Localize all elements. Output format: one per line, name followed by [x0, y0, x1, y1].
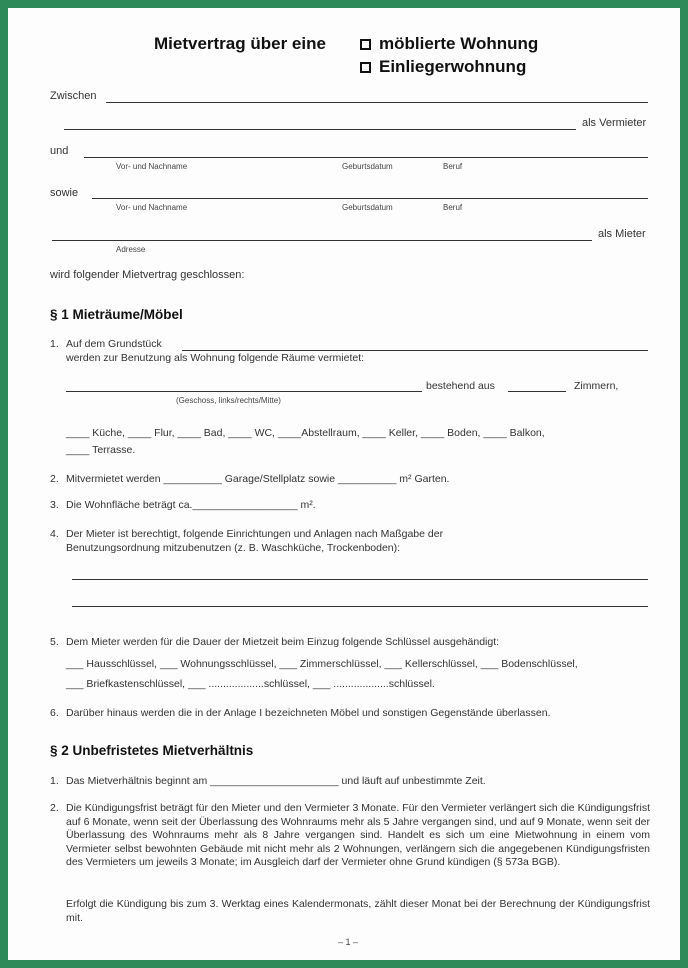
item-number: 2.	[50, 473, 59, 485]
tenant-label: als Mieter	[598, 228, 646, 240]
tenant2-line[interactable]	[92, 198, 648, 199]
keys-line-1: ___ Hausschlüssel, ___ Wohnungsschlüssel, ___ Zimmerschlüssel, ___ Kellerschlüssel, ___ Bodenschlüssel,	[66, 658, 578, 670]
landlord-line-2[interactable]	[64, 129, 576, 130]
caption-job-1: Beruf	[443, 162, 463, 171]
s1-p1-line2: werden zur Benutzung als Wohnung folgende Räume vermietet:	[66, 352, 365, 364]
s1-p2-text: Mitvermietet werden __________ Garage/Stellplatz sowie __________ m² Garten.	[66, 473, 450, 485]
section1-heading: § 1 Mieträume/Möbel	[50, 307, 183, 322]
item-number: 2.	[50, 802, 59, 814]
shared-facilities-line-2[interactable]	[72, 606, 648, 607]
option-furnished[interactable]: möblierte Wohnung	[360, 34, 538, 54]
closing-text: wird folgender Mietvertrag geschlossen:	[50, 269, 245, 281]
landlord-label: als Vermieter	[582, 117, 647, 129]
item-number: 1.	[50, 775, 59, 787]
checkbox-icon[interactable]	[360, 39, 371, 50]
label-between: Zwischen	[50, 90, 97, 102]
consisting-label: bestehend aus	[426, 380, 495, 392]
tenant1-line[interactable]	[84, 157, 648, 158]
title-prefix: Mietvertrag über eine	[154, 34, 326, 53]
label-and: und	[50, 145, 69, 157]
s1-p4-line1: Der Mieter ist berechtigt, folgende Einrichtungen und Anlagen nach Maßgabe der	[66, 528, 444, 540]
property-line[interactable]	[182, 350, 648, 351]
item-number: 4.	[50, 528, 59, 540]
keys-line-2: ___ Briefkastenschlüssel, ___ ...................schlüssel, ___ ...................schlüssel.	[66, 678, 435, 690]
s1-p6-text: Darüber hinaus werden die in der Anlage I bezeichneten Möbel und sonstigen Gegenstände überlassen.	[66, 707, 551, 719]
room-list: ____ Küche, ____ Flur, ____ Bad, ____ WC, ____Abstellraum, ____ Keller, ____ Boden, ____ Balkon,	[66, 427, 545, 439]
checkbox-icon[interactable]	[360, 62, 371, 73]
caption-floor: (Geschoss, links/rechts/Mitte)	[176, 396, 281, 405]
address-line[interactable]	[52, 240, 592, 241]
caption-name-1: Vor- und Nachname	[116, 162, 188, 171]
landlord-line-1[interactable]	[106, 102, 648, 103]
room-list-2: ____ Terrasse.	[66, 444, 136, 456]
rooms-label: Zimmern,	[574, 380, 619, 392]
floor-line[interactable]	[66, 391, 422, 392]
document-page	[8, 8, 680, 960]
item-number: 5.	[50, 636, 59, 648]
s1-p4-line2: Benutzungsordnung mitzubenutzen (z. B. Waschküche, Trockenboden):	[66, 542, 401, 554]
item-number: 3.	[50, 499, 59, 511]
item-number: 6.	[50, 707, 59, 719]
s1-p1-line1: Auf dem Grundstück	[66, 338, 162, 350]
s2-p1-text: Das Mietverhältnis beginnt am ______________________ und läuft auf unbestimmte Zeit.	[66, 775, 486, 787]
s1-p3-text: Die Wohnfläche beträgt ca.__________________ m².	[66, 499, 316, 511]
section2-heading: § 2 Unbefristetes Mietverhältnis	[50, 743, 254, 758]
item-number: 1.	[50, 338, 59, 350]
s2-p2-text: Die Kündigungsfrist beträgt für den Mieter und den Vermieter 3 Monate. Für den Vermieter verlängert sich die Kündigungsfrist auf 6 Monate, wenn seit der Überlassung des Wohnraums mehr als 5 Jahre vergangen sind, und auf 9 Monate, wenn seit der Überlassung des Wohnraums mehr als 8 Jahre vergangen sind. Handelt es sich um eine Mietwohnung in einem vom Vermieter selbst bewohnten Gebäude mit nicht mehr als 2 Wohnungen, verlängern sich die angegebenen Kündigungsfristen des Vermieters um jeweils 3 Monate; im Ausgleich darf der Vermieter ohne Grund kündigen (§ 573a BGB).	[66, 802, 650, 868]
caption-birth-1: Geburtsdatum	[342, 162, 393, 171]
caption-birth-2: Geburtsdatum	[342, 203, 393, 212]
label-also: sowie	[50, 187, 79, 199]
page-number: – 1 –	[338, 937, 359, 947]
caption-name-2: Vor- und Nachname	[116, 203, 188, 212]
s1-p5-text: Dem Mieter werden für die Dauer der Mietzeit beim Einzug folgende Schlüssel ausgehändigt:	[66, 636, 500, 648]
caption-address: Adresse	[116, 245, 146, 254]
shared-facilities-line-1[interactable]	[72, 579, 648, 580]
option-granny-flat[interactable]: Einliegerwohnung	[360, 57, 526, 77]
s2-p2-text2: Erfolgt die Kündigung bis zum 3. Werktag eines Kalendermonats, zählt dieser Monat bei der Berechnung der Kündigungsfrist mit.	[66, 898, 650, 924]
caption-job-2: Beruf	[443, 203, 463, 212]
rooms-count-line[interactable]	[508, 391, 566, 392]
